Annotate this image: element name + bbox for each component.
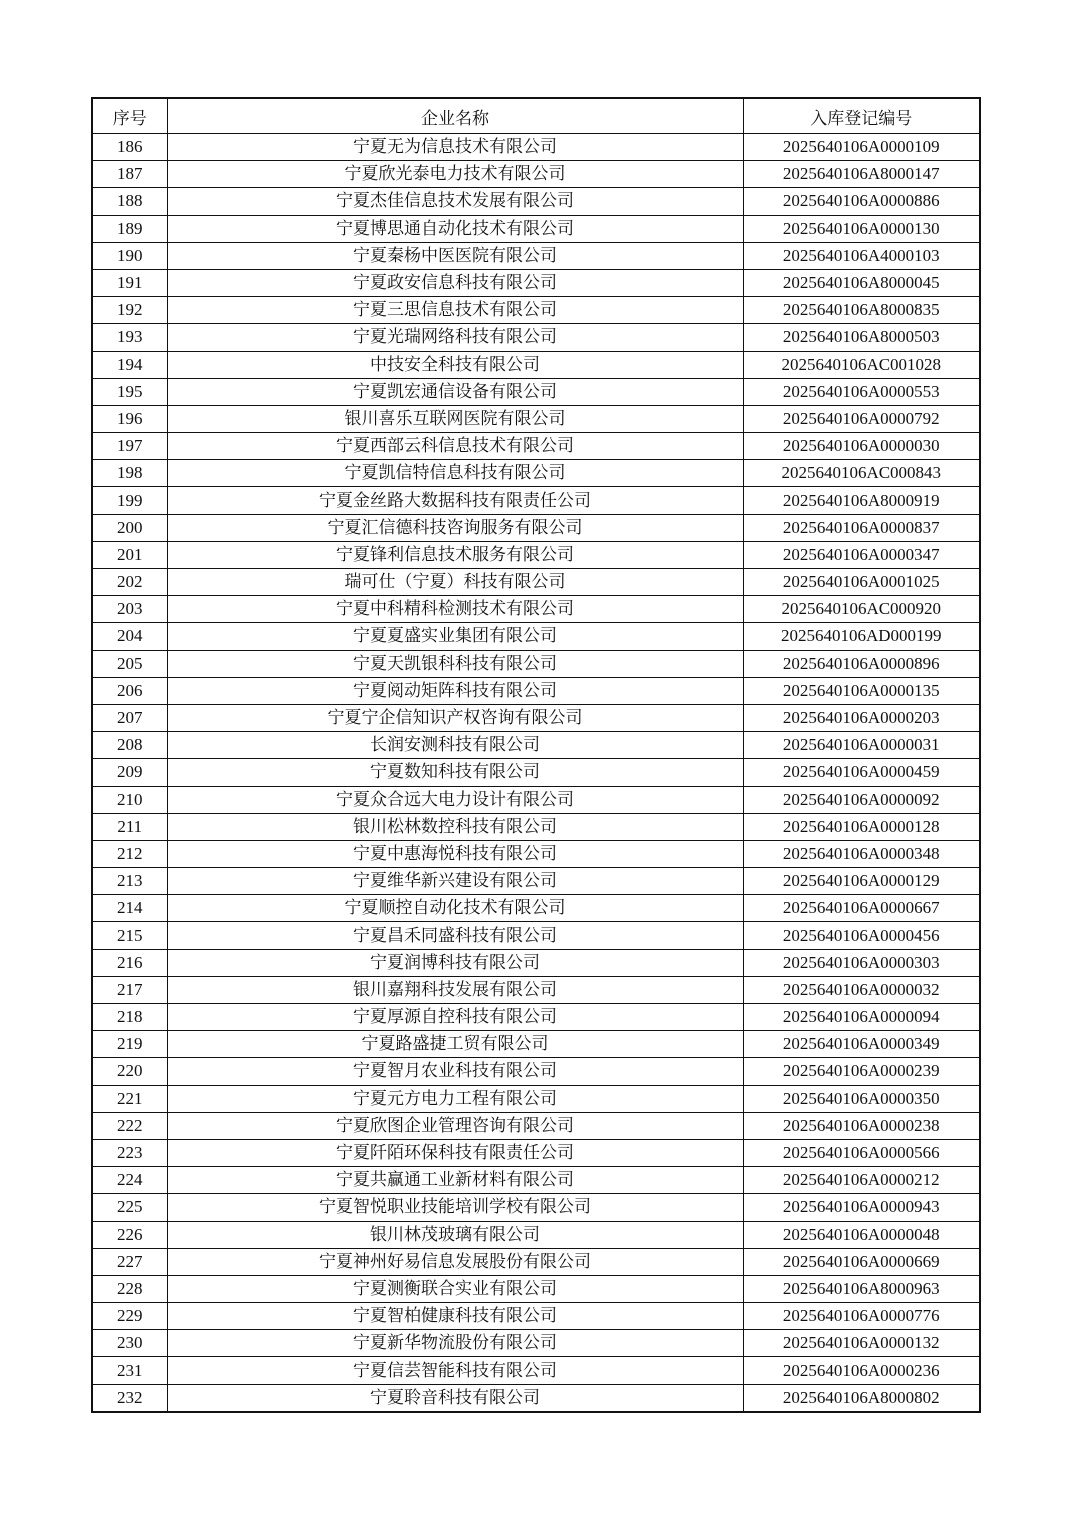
registration-code: 2025640106A0000030 <box>743 433 980 460</box>
company-name: 宁夏中惠海悦科技有限公司 <box>167 840 743 867</box>
table-row <box>92 650 980 677</box>
registration-code: 2025640106A8000802 <box>743 1384 980 1412</box>
registration-code: 2025640106A0001025 <box>743 569 980 596</box>
company-name: 宁夏欣光泰电力技术有限公司 <box>167 161 743 188</box>
table-row <box>92 976 980 1003</box>
table-row <box>92 378 980 405</box>
table-row <box>92 433 980 460</box>
row-index: 221 <box>92 1085 167 1112</box>
registration-code: 2025640106A0000135 <box>743 677 980 704</box>
company-name: 宁夏天凯银科科技有限公司 <box>167 650 743 677</box>
table-row <box>92 1384 980 1412</box>
company-name: 宁夏智悦职业技能培训学校有限公司 <box>167 1194 743 1221</box>
row-index: 217 <box>92 976 167 1003</box>
registration-code: 2025640106A0000128 <box>743 813 980 840</box>
registration-code: 2025640106A0000303 <box>743 949 980 976</box>
row-index: 200 <box>92 514 167 541</box>
registration-code: 2025640106A0000553 <box>743 378 980 405</box>
company-name: 宁夏润博科技有限公司 <box>167 949 743 976</box>
row-index: 193 <box>92 324 167 351</box>
row-index: 220 <box>92 1058 167 1085</box>
company-name: 宁夏新华物流股份有限公司 <box>167 1330 743 1357</box>
company-name: 宁夏维华新兴建设有限公司 <box>167 868 743 895</box>
row-index: 198 <box>92 460 167 487</box>
registration-code: 2025640106A8000045 <box>743 269 980 296</box>
enterprise-registry-table <box>91 97 981 1413</box>
registration-code: 2025640106AC000920 <box>743 596 980 623</box>
row-index: 229 <box>92 1303 167 1330</box>
registration-code: 2025640106A0000669 <box>743 1248 980 1275</box>
company-name: 宁夏政安信息科技有限公司 <box>167 269 743 296</box>
registration-code: 2025640106A0000943 <box>743 1194 980 1221</box>
table-row <box>92 514 980 541</box>
company-name: 中技安全科技有限公司 <box>167 351 743 378</box>
row-index: 226 <box>92 1221 167 1248</box>
company-name: 瑞可仕（宁夏）科技有限公司 <box>167 569 743 596</box>
row-index: 189 <box>92 215 167 242</box>
row-index: 186 <box>92 134 167 161</box>
registration-code: 2025640106A0000239 <box>743 1058 980 1085</box>
company-name: 宁夏元方电力工程有限公司 <box>167 1085 743 1112</box>
registration-code: 2025640106A0000212 <box>743 1167 980 1194</box>
header-company-name: 企业名称 <box>167 98 743 134</box>
table-row <box>92 1031 980 1058</box>
registration-code: 2025640106A8000963 <box>743 1275 980 1302</box>
registration-code: 2025640106A8000835 <box>743 297 980 324</box>
company-name: 宁夏路盛捷工贸有限公司 <box>167 1031 743 1058</box>
company-name: 宁夏神州好易信息发展股份有限公司 <box>167 1248 743 1275</box>
row-index: 209 <box>92 759 167 786</box>
registration-code: 2025640106AC001028 <box>743 351 980 378</box>
table-row <box>92 1139 980 1166</box>
registration-code: 2025640106A8000919 <box>743 487 980 514</box>
table-row <box>92 215 980 242</box>
registration-code: 2025640106A0000459 <box>743 759 980 786</box>
table-row <box>92 297 980 324</box>
company-name: 宁夏宁企信知识产权咨询有限公司 <box>167 704 743 731</box>
registration-code: 2025640106A0000566 <box>743 1139 980 1166</box>
company-name: 宁夏杰佳信息技术发展有限公司 <box>167 188 743 215</box>
header-row <box>92 98 980 134</box>
table-row <box>92 1194 980 1221</box>
table-row <box>92 1357 980 1384</box>
row-index: 225 <box>92 1194 167 1221</box>
row-index: 231 <box>92 1357 167 1384</box>
row-index: 196 <box>92 405 167 432</box>
header-registration-code: 入库登记编号 <box>743 98 980 134</box>
registration-code: 2025640106A0000347 <box>743 541 980 568</box>
company-name: 宁夏众合远大电力设计有限公司 <box>167 786 743 813</box>
company-name: 宁夏欣图企业管理咨询有限公司 <box>167 1112 743 1139</box>
company-name: 长润安测科技有限公司 <box>167 732 743 759</box>
registration-code: 2025640106A0000236 <box>743 1357 980 1384</box>
row-index: 206 <box>92 677 167 704</box>
table-row <box>92 1248 980 1275</box>
row-index: 208 <box>92 732 167 759</box>
table-row <box>92 840 980 867</box>
company-name: 宁夏数知科技有限公司 <box>167 759 743 786</box>
company-name: 宁夏测衡联合实业有限公司 <box>167 1275 743 1302</box>
company-name: 银川林茂玻璃有限公司 <box>167 1221 743 1248</box>
table-row <box>92 242 980 269</box>
table-row <box>92 1330 980 1357</box>
row-index: 212 <box>92 840 167 867</box>
table-row <box>92 922 980 949</box>
table-row <box>92 1221 980 1248</box>
table-row <box>92 732 980 759</box>
row-index: 190 <box>92 242 167 269</box>
registration-code: 2025640106A0000349 <box>743 1031 980 1058</box>
registration-code: 2025640106AC000843 <box>743 460 980 487</box>
table-row <box>92 759 980 786</box>
table-row <box>92 324 980 351</box>
table-row <box>92 487 980 514</box>
registration-code: 2025640106A0000092 <box>743 786 980 813</box>
registration-code: 2025640106A0000456 <box>743 922 980 949</box>
row-index: 218 <box>92 1004 167 1031</box>
row-index: 232 <box>92 1384 167 1412</box>
table-body <box>92 134 980 1412</box>
company-name: 宁夏无为信息技术有限公司 <box>167 134 743 161</box>
registration-code: 2025640106AD000199 <box>743 623 980 650</box>
registration-code: 2025640106A0000886 <box>743 188 980 215</box>
company-name: 宁夏凯信特信息科技有限公司 <box>167 460 743 487</box>
registration-code: 2025640106A0000031 <box>743 732 980 759</box>
row-index: 194 <box>92 351 167 378</box>
registration-code: 2025640106A0000129 <box>743 868 980 895</box>
registration-code: 2025640106A0000132 <box>743 1330 980 1357</box>
row-index: 195 <box>92 378 167 405</box>
registration-code: 2025640106A4000103 <box>743 242 980 269</box>
registration-code: 2025640106A0000238 <box>743 1112 980 1139</box>
table-row <box>92 1167 980 1194</box>
row-index: 187 <box>92 161 167 188</box>
header-index: 序号 <box>92 98 167 134</box>
registration-code: 2025640106A0000667 <box>743 895 980 922</box>
row-index: 216 <box>92 949 167 976</box>
company-name: 宁夏顺控自动化技术有限公司 <box>167 895 743 922</box>
company-name: 宁夏智柏健康科技有限公司 <box>167 1303 743 1330</box>
row-index: 213 <box>92 868 167 895</box>
table-row <box>92 188 980 215</box>
row-index: 230 <box>92 1330 167 1357</box>
table-row <box>92 623 980 650</box>
company-name: 宁夏信芸智能科技有限公司 <box>167 1357 743 1384</box>
company-name: 宁夏智月农业科技有限公司 <box>167 1058 743 1085</box>
registration-code: 2025640106A0000837 <box>743 514 980 541</box>
company-name: 宁夏西部云科信息技术有限公司 <box>167 433 743 460</box>
table-row <box>92 596 980 623</box>
company-name: 宁夏夏盛实业集团有限公司 <box>167 623 743 650</box>
table-row <box>92 868 980 895</box>
table-row <box>92 1112 980 1139</box>
registration-code: 2025640106A0000792 <box>743 405 980 432</box>
company-name: 宁夏中科精科检测技术有限公司 <box>167 596 743 623</box>
table-row <box>92 161 980 188</box>
company-name: 宁夏三思信息技术有限公司 <box>167 297 743 324</box>
registration-code: 2025640106A0000048 <box>743 1221 980 1248</box>
row-index: 191 <box>92 269 167 296</box>
row-index: 201 <box>92 541 167 568</box>
row-index: 202 <box>92 569 167 596</box>
company-name: 宁夏共赢通工业新材料有限公司 <box>167 1167 743 1194</box>
company-name: 宁夏博思通自动化技术有限公司 <box>167 215 743 242</box>
table-row <box>92 1275 980 1302</box>
row-index: 207 <box>92 704 167 731</box>
row-index: 214 <box>92 895 167 922</box>
registration-code: 2025640106A0000032 <box>743 976 980 1003</box>
table-row <box>92 813 980 840</box>
table-row <box>92 541 980 568</box>
company-name: 宁夏凯宏通信设备有限公司 <box>167 378 743 405</box>
row-index: 227 <box>92 1248 167 1275</box>
table-row <box>92 1085 980 1112</box>
table-row <box>92 405 980 432</box>
table-row <box>92 351 980 378</box>
company-name: 银川嘉翔科技发展有限公司 <box>167 976 743 1003</box>
table-row <box>92 704 980 731</box>
company-name: 宁夏金丝路大数据科技有限责任公司 <box>167 487 743 514</box>
company-name: 宁夏阡陌环保科技有限责任公司 <box>167 1139 743 1166</box>
table-row <box>92 269 980 296</box>
row-index: 203 <box>92 596 167 623</box>
company-name: 宁夏阅动矩阵科技有限公司 <box>167 677 743 704</box>
registration-code: 2025640106A8000147 <box>743 161 980 188</box>
company-name: 宁夏厚源自控科技有限公司 <box>167 1004 743 1031</box>
registration-code: 2025640106A0000130 <box>743 215 980 242</box>
table-row <box>92 1058 980 1085</box>
table-row <box>92 895 980 922</box>
company-name: 宁夏锋利信息技术服务有限公司 <box>167 541 743 568</box>
company-name: 银川喜乐互联网医院有限公司 <box>167 405 743 432</box>
company-name: 宁夏聆音科技有限公司 <box>167 1384 743 1412</box>
table-row <box>92 1303 980 1330</box>
row-index: 204 <box>92 623 167 650</box>
registration-code: 2025640106A0000350 <box>743 1085 980 1112</box>
company-name: 宁夏汇信德科技咨询服务有限公司 <box>167 514 743 541</box>
registration-code: 2025640106A0000896 <box>743 650 980 677</box>
row-index: 222 <box>92 1112 167 1139</box>
row-index: 199 <box>92 487 167 514</box>
row-index: 215 <box>92 922 167 949</box>
row-index: 224 <box>92 1167 167 1194</box>
row-index: 211 <box>92 813 167 840</box>
registration-code: 2025640106A0000348 <box>743 840 980 867</box>
table-header <box>92 98 980 134</box>
row-index: 197 <box>92 433 167 460</box>
table-row <box>92 460 980 487</box>
row-index: 205 <box>92 650 167 677</box>
registration-code: 2025640106A8000503 <box>743 324 980 351</box>
company-name: 宁夏昌禾同盛科技有限公司 <box>167 922 743 949</box>
company-name: 宁夏光瑞网络科技有限公司 <box>167 324 743 351</box>
table-row <box>92 1004 980 1031</box>
registration-code: 2025640106A0000109 <box>743 134 980 161</box>
company-name: 宁夏秦杨中医医院有限公司 <box>167 242 743 269</box>
row-index: 228 <box>92 1275 167 1302</box>
table-row <box>92 134 980 161</box>
row-index: 219 <box>92 1031 167 1058</box>
table-row <box>92 786 980 813</box>
registration-code: 2025640106A0000776 <box>743 1303 980 1330</box>
row-index: 223 <box>92 1139 167 1166</box>
row-index: 210 <box>92 786 167 813</box>
company-name: 银川松林数控科技有限公司 <box>167 813 743 840</box>
table-row <box>92 949 980 976</box>
registration-code: 2025640106A0000203 <box>743 704 980 731</box>
table-row <box>92 677 980 704</box>
table-row <box>92 569 980 596</box>
row-index: 188 <box>92 188 167 215</box>
row-index: 192 <box>92 297 167 324</box>
registration-code: 2025640106A0000094 <box>743 1004 980 1031</box>
